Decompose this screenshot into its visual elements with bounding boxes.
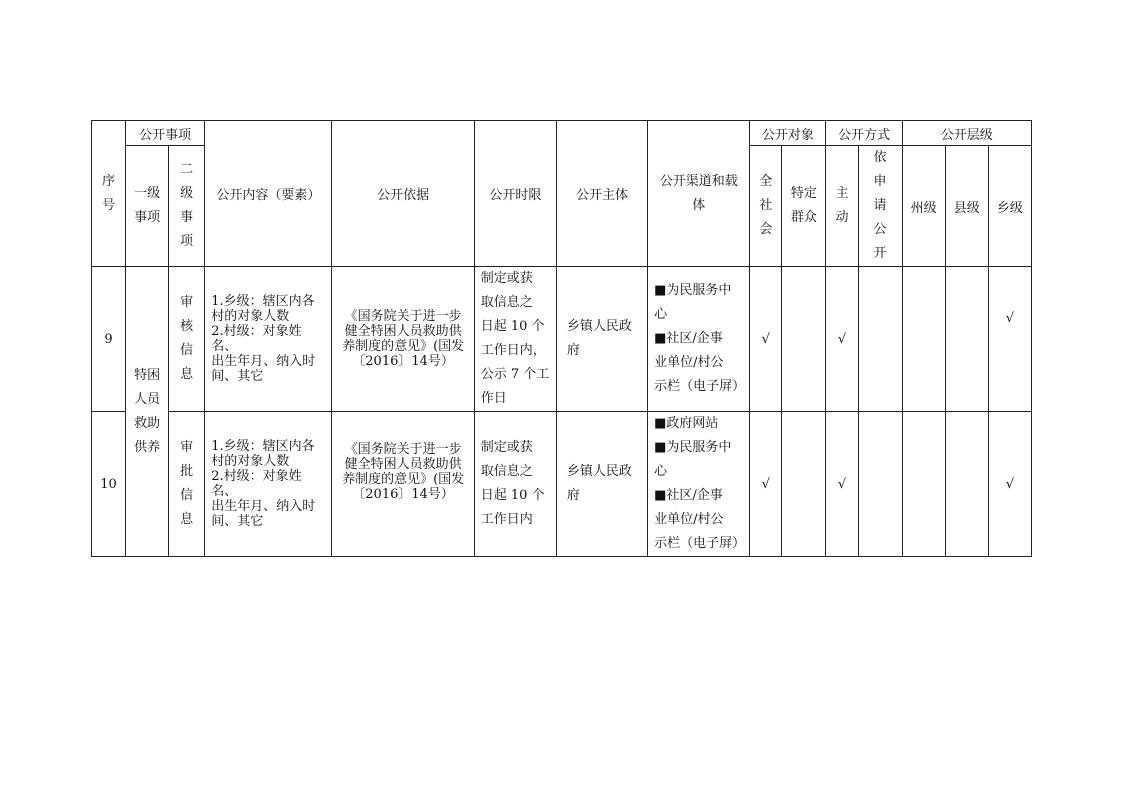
header-method-request: 依 申 请 公 开 [858, 146, 902, 267]
timeframe-line: 制定或获 [480, 440, 533, 455]
header-basis: 公开依据 [332, 121, 474, 267]
timeframe-line: 公示 7 个工 [480, 367, 550, 382]
check-active: √ [826, 267, 858, 412]
table-row [92, 267, 1032, 412]
channel-line: ■为民服务中 [654, 283, 732, 298]
check-county [945, 267, 988, 412]
check-active: √ [826, 412, 858, 557]
row-content [205, 267, 332, 412]
timeframe-line: 日起 10 个 [480, 488, 545, 503]
row-seq: 9 [92, 267, 126, 412]
row-channel [648, 267, 750, 412]
channel-line: 示栏（电子屏） [654, 536, 746, 551]
basis-line: 健全特困人员救助供 [344, 324, 462, 339]
check-state [902, 267, 945, 412]
content-line: 1.乡级：辖区内各 [211, 294, 315, 309]
content-line: 出生年月、纳入时 [211, 354, 316, 369]
content-line: 间、其它 [211, 514, 264, 529]
row-basis [332, 412, 474, 557]
basis-line: 养制度的意见》(国发 [342, 472, 465, 487]
timeframe-line: 作日 [480, 391, 507, 406]
check-all-society: √ [750, 267, 782, 412]
header-subject: 公开主体 [556, 121, 647, 267]
subject-line: 乡镇人民政 [566, 464, 632, 479]
timeframe-line: 取信息之 [480, 295, 533, 310]
check-town: √ [988, 267, 1031, 412]
row-channel [648, 412, 750, 557]
header-level-county: 县级 [945, 146, 988, 267]
row-subject [556, 412, 647, 557]
content-line: 村的对象人数 [211, 309, 290, 324]
basis-line: 《国务院关于进一步 [344, 309, 462, 324]
channel-line: 业单位/村公 [654, 512, 724, 527]
check-state [902, 412, 945, 557]
row-level2: 审 批 信 息 [169, 412, 205, 557]
header-seq: 序 号 [92, 121, 126, 267]
header-audience: 公开对象 [750, 121, 826, 146]
subject-line: 乡镇人民政 [566, 319, 632, 334]
row-timeframe [474, 412, 556, 557]
basis-line: 〔2016〕14号） [352, 487, 454, 502]
content-line: 村的对象人数 [211, 454, 290, 469]
header-channel: 公开渠道和载体 [648, 121, 750, 267]
channel-line: 心 [654, 464, 668, 479]
header-content: 公开内容（要素） [205, 121, 332, 267]
content-line: 出生年月、纳入时 [211, 499, 316, 514]
channel-line: 心 [654, 307, 668, 322]
table-row [92, 412, 1032, 557]
header-timeframe: 公开时限 [474, 121, 556, 267]
header-level1: 一级事项 [126, 146, 169, 267]
content-line: 间、其它 [211, 369, 264, 384]
check-on-request [858, 412, 902, 557]
subject-line: 府 [566, 343, 580, 358]
disclosure-table [91, 120, 1032, 557]
timeframe-line: 工作日内 [480, 512, 533, 527]
basis-line: 〔2016〕14号） [352, 354, 454, 369]
header-audience-all: 全 社 会 [750, 146, 782, 267]
content-line: 2.村级：对象姓名、 [211, 324, 302, 354]
timeframe-line: 工作日内， [480, 343, 546, 358]
check-county [945, 412, 988, 557]
timeframe-line: 日起 10 个 [480, 319, 545, 334]
row-subject [556, 267, 647, 412]
basis-line: 健全特困人员救助供 [344, 457, 462, 472]
header-level-state: 州级 [902, 146, 945, 267]
channel-line: ■政府网站 [654, 416, 719, 431]
channel-line: 示栏（电子屏） [654, 379, 746, 394]
channel-line: ■社区/企事 [654, 488, 723, 503]
row-timeframe [474, 267, 556, 412]
content-line: 2.村级：对象姓名、 [211, 469, 302, 499]
header-public-items: 公开事项 [126, 121, 205, 146]
basis-line: 《国务院关于进一步 [344, 442, 462, 457]
subject-line: 府 [566, 488, 580, 503]
level1-item: 特困 人员 救助 供养 [126, 267, 169, 557]
check-all-society: √ [750, 412, 782, 557]
header-level-town: 乡级 [988, 146, 1031, 267]
timeframe-line: 制定或获 [480, 271, 533, 286]
channel-line: ■为民服务中 [654, 440, 732, 455]
header-method: 公开方式 [826, 121, 902, 146]
check-specific [782, 412, 826, 557]
check-on-request [858, 267, 902, 412]
channel-line: 业单位/村公 [654, 355, 724, 370]
content-line: 1.乡级：辖区内各 [211, 439, 315, 454]
row-basis [332, 267, 474, 412]
row-seq: 10 [92, 412, 126, 557]
channel-line: ■社区/企事 [654, 331, 723, 346]
header-method-active: 主 动 [826, 146, 858, 267]
header-row-1 [92, 121, 1032, 146]
row-content [205, 412, 332, 557]
header-audience-specific: 特定群众 [782, 146, 826, 267]
check-town: √ [988, 412, 1031, 557]
header-level: 公开层级 [902, 121, 1031, 146]
basis-line: 养制度的意见》(国发 [342, 339, 465, 354]
check-specific [782, 267, 826, 412]
timeframe-line: 取信息之 [480, 464, 533, 479]
row-level2: 审 核 信 息 [169, 267, 205, 412]
header-level2: 二 级 事 项 [169, 146, 205, 267]
